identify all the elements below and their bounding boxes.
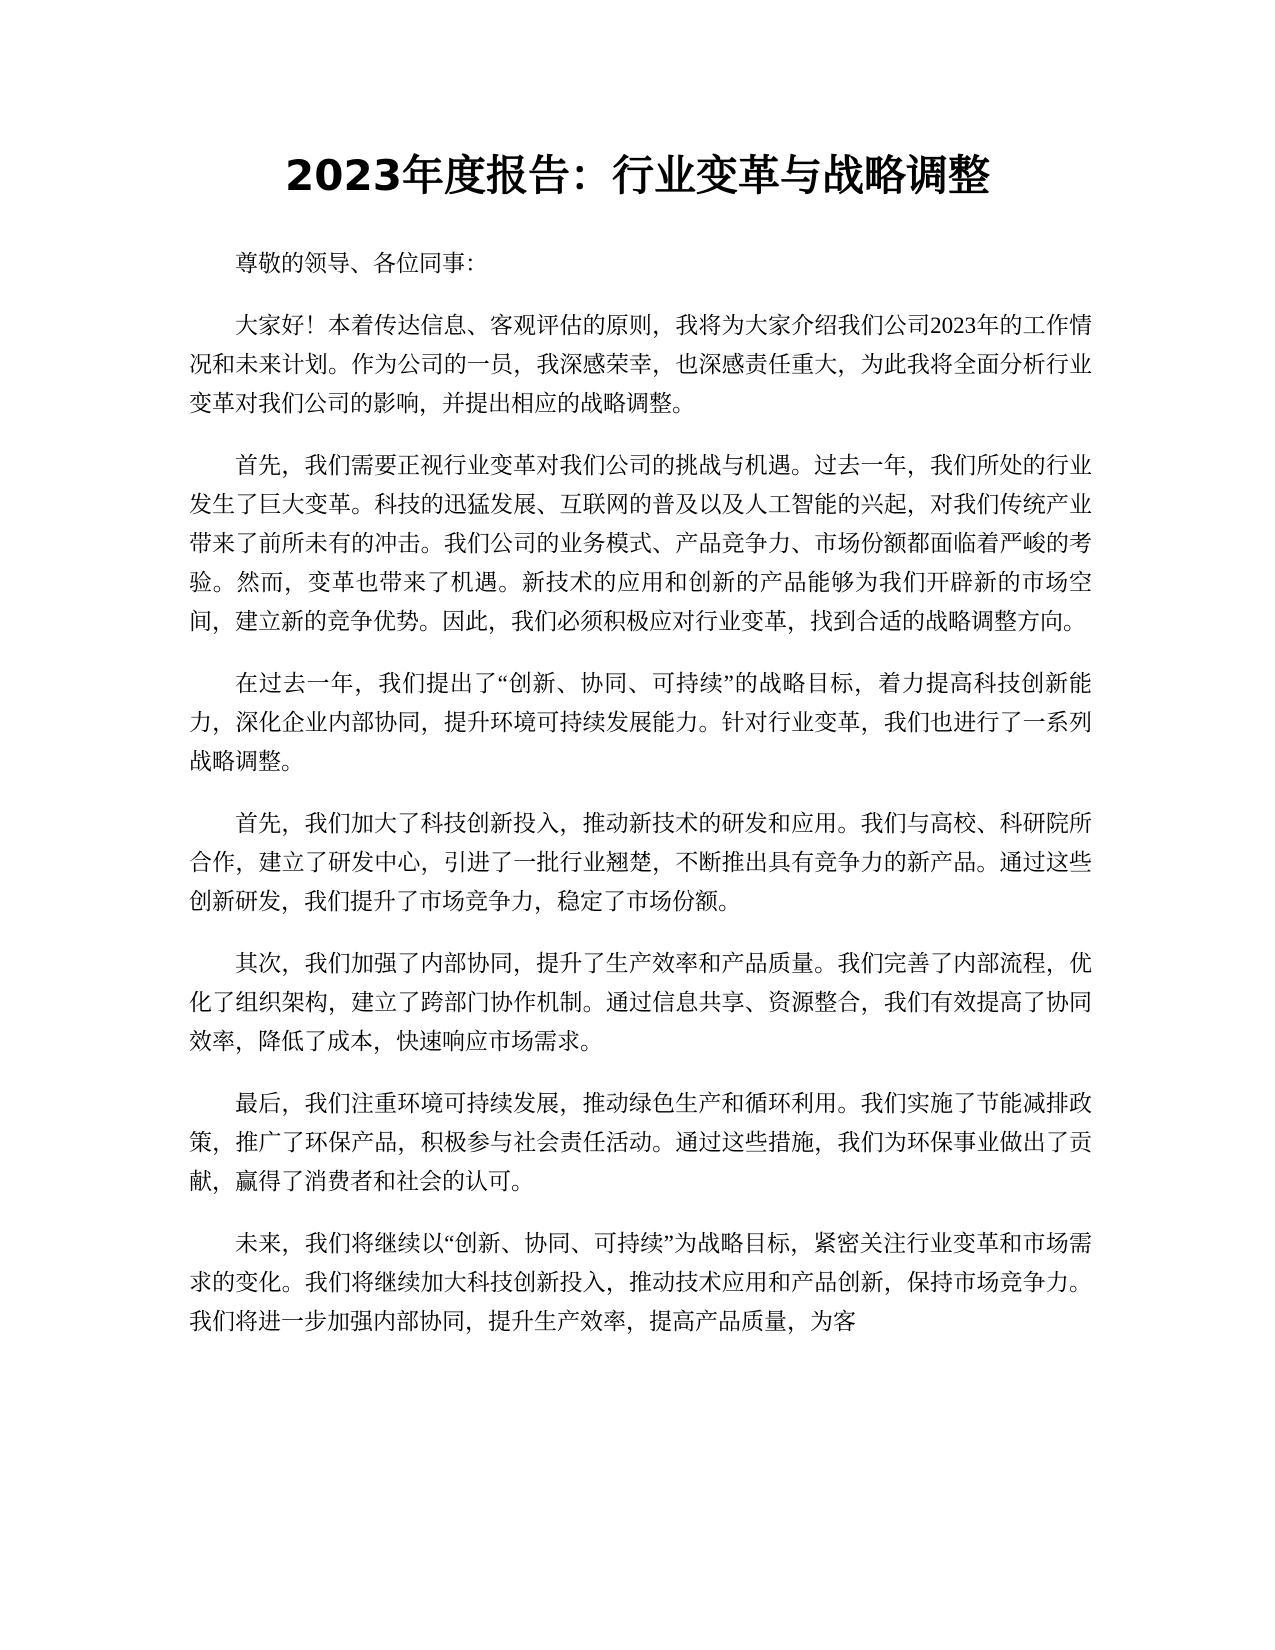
document-body [189, 244, 1092, 1364]
paragraph-intro: 大家好！本着传达信息、客观评估的原则，我将为大家介绍我们公司2023年的工作情况和未来计划。作为公司的一员，我深感荣幸，也深感责任重大，为此我将全面分析行业变革对我们公司的影响，并提出相应的战略调整。 [189, 313, 1092, 416]
paragraph-sustainability: 最后，我们注重环境可持续发展，推动绿色生产和循环利用。我们实施了节能减排政策，推广了环保产品，积极参与社会责任活动。通过这些措施，我们为环保事业做出了贡献，赢得了消费者和社会的认可。 [189, 1091, 1092, 1194]
paragraph-challenges: 首先，我们需要正视行业变革对我们公司的挑战与机遇。过去一年，我们所处的行业发生了巨大变革。科技的迅猛发展、互联网的普及以及人工智能的兴起，对我们传统产业带来了前所未有的冲击。我们公司的业务模式、产品竞争力、市场份额都面临着严峻的考验。然而，变革也带来了机遇。新技术的应用和创新的产品能够为我们开辟新的市场空间，建立新的竞争优势。因此，我们必须积极应对行业变革，找到合适的战略调整方向。 [189, 453, 1092, 634]
paragraph-innovation: 首先，我们加大了科技创新投入，推动新技术的研发和应用。我们与高校、科研院所合作，建立了研发中心，引进了一批行业翘楚，不断推出具有竞争力的新产品。通过这些创新研发，我们提升了市场竞争力，稳定了市场份额。 [189, 811, 1092, 914]
salutation: 尊敬的领导、各位同事： [235, 251, 488, 276]
paragraph-future: 未来，我们将继续以“创新、协同、可持续”为战略目标，紧密关注行业变革和市场需求的变化。我们将继续加大科技创新投入，推动技术应用和产品创新，保持市场竞争力。我们将进一步加强内部协同，提升生产效率，提高产品质量，为客 [189, 1231, 1092, 1334]
document-title: 2023年度报告：行业变革与战略调整 [285, 151, 990, 200]
paragraph-strategy-goal: 在过去一年，我们提出了“创新、协同、可持续”的战略目标，着力提高科技创新能力，深化企业内部协同，提升环境可持续发展能力。针对行业变革，我们也进行了一系列战略调整。 [189, 671, 1092, 774]
paragraph-collaboration: 其次，我们加强了内部协同，提升了生产效率和产品质量。我们完善了内部流程，优化了组织架构，建立了跨部门协作机制。通过信息共享、资源整合，我们有效提高了协同效率，降低了成本，快速响应市场需求。 [189, 951, 1092, 1054]
